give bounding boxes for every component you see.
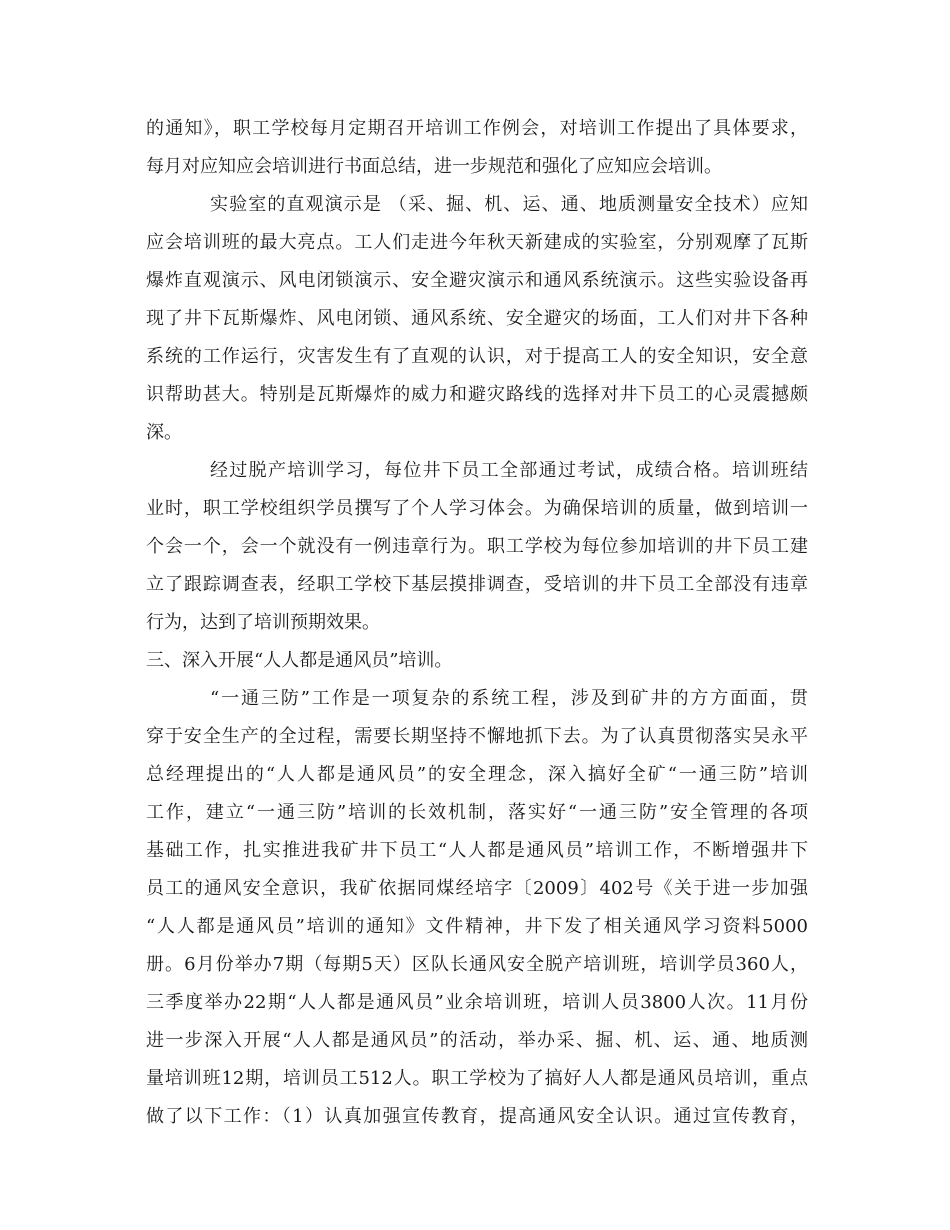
text-line: 识帮助甚大。特别是瓦斯爆炸的威力和避灾路线的选择对井下员工的心灵震撼颇 — [146, 384, 808, 405]
text-line: 每月对应知应会培训进行书面总结，进一步规范和强化了应知应会培训。 — [146, 156, 722, 177]
text-line: 现了井下瓦斯爆炸、风电闭锁、通风系统、安全避灾的场面，工人们对井下各种 — [146, 308, 808, 329]
text-line: 爆炸直观演示、风电闭锁演示、安全避灾演示和通风系统演示。这些实验设备再 — [146, 270, 808, 291]
text-line: 做了以下工作：（1）认真加强宣传教育，提高通风安全认识。通过宣传教育， — [146, 1106, 808, 1127]
text-line: 业时，职工学校组织学员撰写了个人学习体会。为确保培训的质量，做到培训一 — [146, 498, 808, 519]
text-line: 总经理提出的“人人都是通风员”的安全理念，深入搞好全矿“一通三防”培训 — [146, 764, 808, 785]
text-line: 系统的工作运行，灾害发生有了直观的认识，对于提高工人的安全知识，安全意 — [146, 346, 808, 367]
text-line: 经过脱产培训学习，每位井下员工全部通过考试，成绩合格。培训班结 — [210, 460, 808, 481]
text-line: 工作，建立“一通三防”培训的长效机制，落实好“一通三防”安全管理的各项 — [146, 802, 808, 823]
text-line: 三、深入开展“人人都是通风员”培训。 — [146, 650, 453, 671]
text-line: 立了跟踪调查表，经职工学校下基层摸排调查，受培训的井下员工全部没有违章 — [146, 574, 808, 595]
document-page — [146, 110, 808, 1136]
text-line: 基础工作，扎实推进我矿井下员工“人人都是通风员”培训工作，不断增强井下 — [146, 840, 808, 861]
text-line: 员工的通风安全意识，我矿依据同煤经培字〔2009〕402号《关于进一步加强 — [146, 878, 808, 899]
text-line: 实验室的直观演示是 （采、掘、机、运、通、地质测量安全技术）应知 — [210, 194, 808, 215]
text-line: 个会一个，会一个就没有一例违章行为。职工学校为每位参加培训的井下员工建 — [146, 536, 808, 557]
text-line: 进一步深入开展“人人都是通风员”的活动，举办采、掘、机、运、通、地质测 — [146, 1030, 808, 1051]
text-line: 深。 — [146, 422, 182, 443]
text-line: 册。6月份举办7期（每期5天）区队长通风安全脱产培训班，培训学员360人， — [146, 954, 808, 975]
text-line: 应会培训班的最大亮点。工人们走进今年秋天新建成的实验室，分别观摩了瓦斯 — [146, 232, 808, 253]
text-line: 穿于安全生产的全过程，需要长期坚持不懈地抓下去。为了认真贯彻落实吴永平 — [146, 726, 808, 747]
text-line: “一通三防”工作是一项复杂的系统工程，涉及到矿井的方方面面，贯 — [210, 688, 808, 709]
text-line: 行为，达到了培训预期效果。 — [146, 612, 380, 633]
text-line: 的通知》，职工学校每月定期召开培训工作例会，对培训工作提出了具体要求， — [146, 118, 808, 139]
text-line: 三季度举办22期“人人都是通风员”业余培训班，培训人员3800人次。11月份 — [146, 992, 808, 1013]
text-line: “人人都是通风员”培训的通知》文件精神，井下发了相关通风学习资料5000 — [146, 916, 808, 937]
text-line: 量培训班12期，培训员工512人。职工学校为了搞好人人都是通风员培训，重点 — [146, 1068, 808, 1089]
